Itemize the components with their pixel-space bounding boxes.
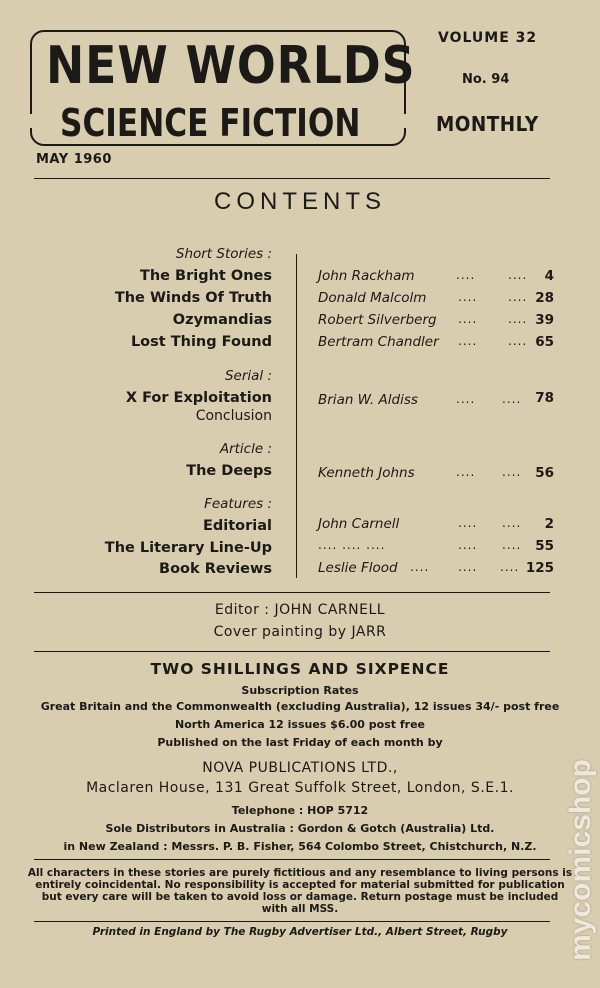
story-author: Donald Malcolm — [318, 290, 427, 306]
masthead-title-line1: NEW WORLDS — [46, 36, 416, 96]
divider — [34, 651, 550, 652]
leader-dots: .... — [410, 560, 430, 574]
contents-heading: CONTENTS — [214, 188, 386, 215]
page-number: 125 — [525, 560, 554, 576]
masthead-title-line2: SCIENCE FICTION — [60, 101, 361, 145]
frequency-label: MONTHLY — [436, 112, 539, 136]
divider — [34, 592, 550, 593]
page-number: 2 — [544, 516, 554, 532]
leader-dots: .... — [456, 465, 476, 479]
leader-dots: .... — [502, 516, 522, 530]
story-title: The Bright Ones — [139, 268, 272, 284]
story-title: Ozymandias — [172, 312, 272, 328]
issue-number: No. 94 — [462, 72, 510, 87]
page-number: 78 — [535, 390, 554, 406]
section-features: Features : — [204, 496, 272, 512]
page-number: 55 — [535, 538, 554, 554]
uk-rate: Great Britain and the Commonwealth (excluding Australia), 12 issues 34/- post free — [40, 700, 560, 713]
serial-subtitle: Conclusion — [195, 408, 272, 424]
page-number: 28 — [535, 290, 554, 306]
leader-dots: .... — [456, 392, 476, 406]
divider — [34, 859, 550, 860]
schedule: Published on the last Friday of each month by — [157, 736, 443, 749]
page-number: 65 — [535, 334, 554, 350]
article-author: Kenneth Johns — [318, 465, 415, 481]
leader-dots: .... — [456, 268, 476, 282]
divider — [34, 921, 550, 922]
column-divider — [296, 254, 297, 578]
leader-dots: .... — [458, 290, 478, 304]
leader-dots: .... — [500, 560, 520, 574]
leader-dots: .... — [508, 290, 528, 304]
disclaimer-line: but every care will be taken to avoid loss or damage. Return postage must be included — [41, 891, 559, 903]
telephone: Telephone : HOP 5712 — [231, 804, 369, 817]
section-short-stories: Short Stories : — [175, 246, 272, 262]
issue-date: MAY 1960 — [36, 152, 112, 167]
feature-title: The Literary Line-Up — [104, 540, 272, 556]
watermark-text: mycomicshop — [564, 759, 597, 961]
subscription-heading: Subscription Rates — [241, 684, 359, 697]
leader-dots: .... — [458, 516, 478, 530]
cover-credit: Cover painting by JARR — [213, 624, 387, 640]
leader-dots: .... — [508, 334, 528, 348]
story-author: John Rackham — [318, 268, 415, 284]
feature-author: John Carnell — [318, 516, 400, 532]
australia-distributor: Sole Distributors in Australia : Gordon & Gotch (Australia) Ltd. — [105, 822, 495, 835]
publisher-name: NOVA PUBLICATIONS LTD., — [202, 760, 398, 776]
page-number: 39 — [535, 312, 554, 328]
story-author: Robert Silverberg — [318, 312, 437, 328]
leader-dots: .... — [458, 334, 478, 348]
feature-author: Leslie Flood — [318, 560, 398, 576]
feature-title: Editorial — [202, 518, 272, 534]
leader-dots: .... — [458, 312, 478, 326]
story-title: The Winds Of Truth — [114, 290, 272, 306]
page-number: 56 — [535, 465, 554, 481]
printer-imprint: Printed in England by The Rugby Advertiser Ltd., Albert Street, Rugby — [92, 926, 508, 938]
leader-dots: .... — [502, 465, 522, 479]
story-author: Bertram Chandler — [318, 334, 439, 350]
leader-dots: .... — [502, 392, 522, 406]
watermark — [566, 740, 596, 980]
disclaimer-line: with all MSS. — [261, 903, 339, 915]
story-title: Lost Thing Found — [130, 334, 272, 350]
price: TWO SHILLINGS AND SIXPENCE — [150, 660, 450, 678]
publisher-address: Maclaren House, 131 Great Suffolk Street, London, S.E.1. — [86, 780, 514, 796]
serial-title: X For Exploitation — [125, 390, 272, 406]
page-number: 4 — [544, 268, 554, 284]
article-title: The Deeps — [186, 463, 272, 479]
divider — [34, 178, 550, 179]
leader-dots: .... — [508, 312, 528, 326]
leader-dots: .... — [508, 268, 528, 282]
leader-dots: .... — [502, 538, 522, 552]
leader-dots: .... — [458, 538, 478, 552]
feature-title: Book Reviews — [159, 561, 272, 577]
new-zealand-distributor: in New Zealand : Messrs. P. B. Fisher, 564 Colombo Street, Chistchurch, N.Z. — [63, 840, 537, 853]
volume-label: VOLUME 32 — [438, 30, 538, 46]
feature-author: .... .... .... — [318, 538, 386, 552]
serial-author: Brian W. Aldiss — [318, 392, 418, 408]
disclaimer-line: All characters in these stories are purely fictitious and any resemblance to living persons is — [27, 867, 573, 879]
section-article: Article : — [219, 441, 272, 457]
leader-dots: .... — [458, 560, 478, 574]
section-serial: Serial : — [224, 368, 272, 384]
editor-credit: Editor : JOHN CARNELL — [214, 602, 386, 618]
disclaimer-line: entirely coincidental. No responsibility is accepted for material submitted for publication — [35, 879, 565, 891]
na-rate: North America 12 issues $6.00 post free — [174, 718, 425, 731]
